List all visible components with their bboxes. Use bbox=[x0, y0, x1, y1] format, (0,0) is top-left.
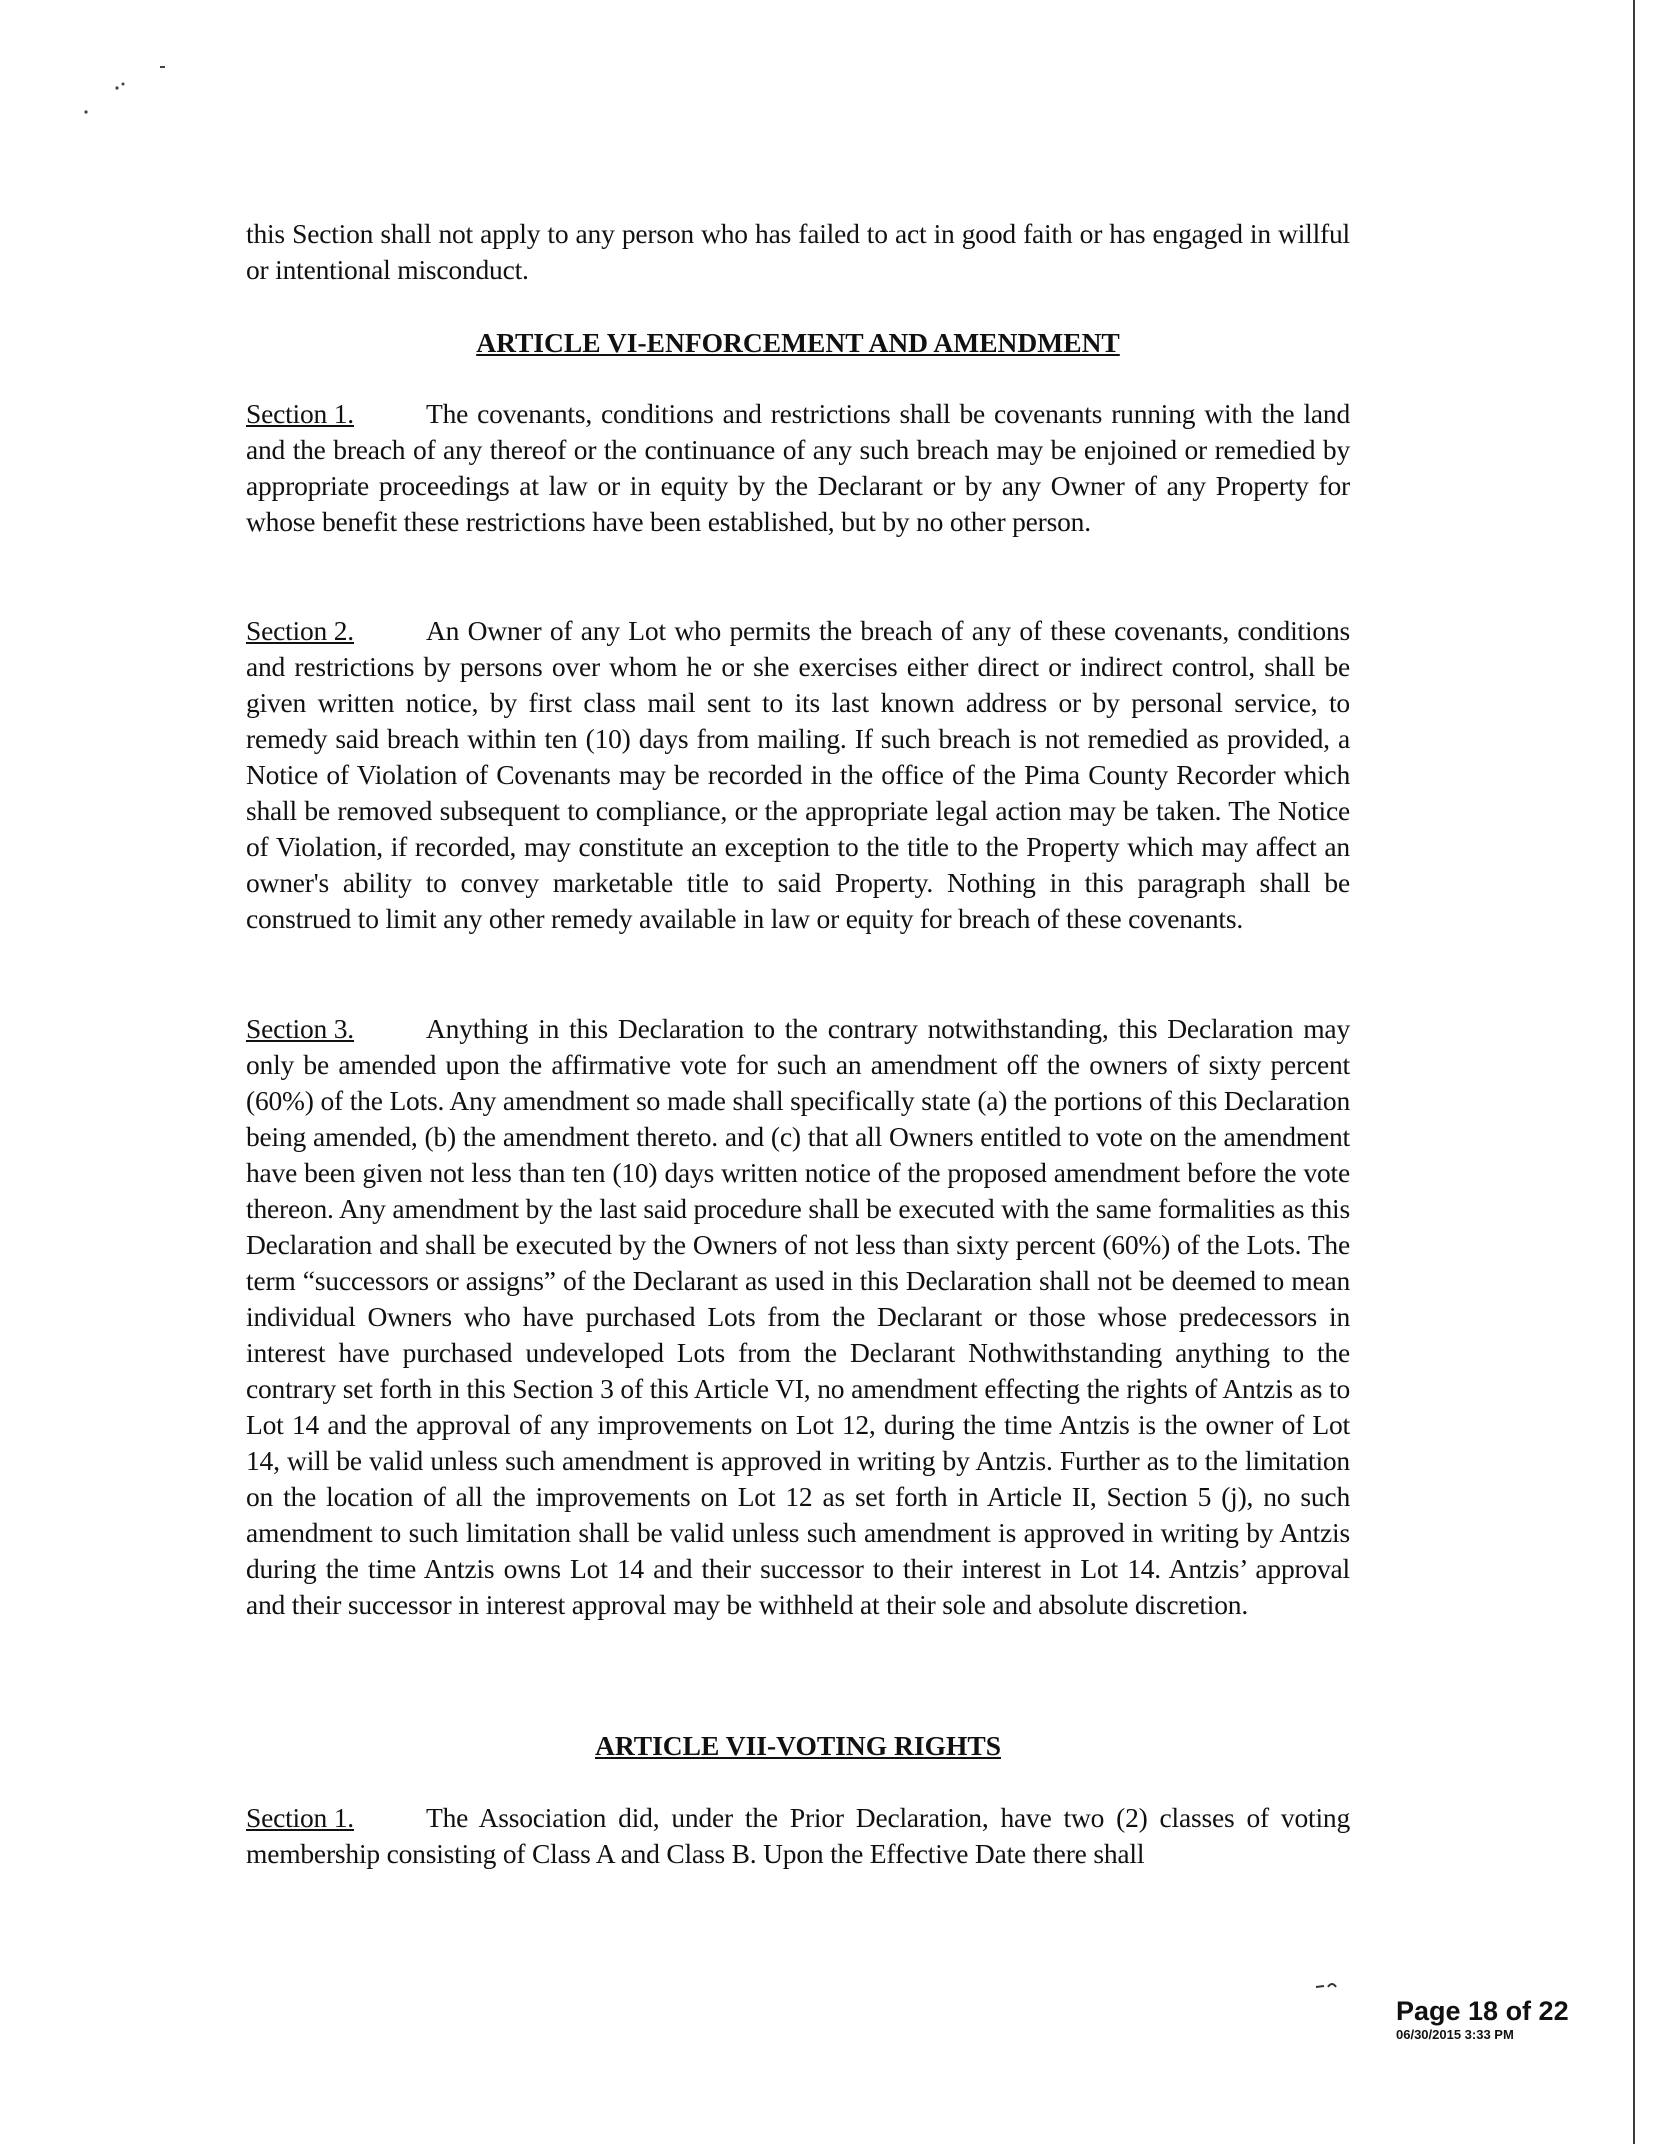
scan-specks bbox=[80, 62, 180, 122]
page-stamp bbox=[1396, 1995, 1569, 2043]
section-text: An Owner of any Lot who permits the breach of any of these covenants, conditions and restrictions by persons over whom he or she exercises either direct or indirect control, shall be given written notice, by first class mail sent to its last known address or by personal service, to remedy said breach within ten (10) days from mailing. If such breach is not remedied as provided, a Notice of Violation of Covenants may be recorded in the office of the Pima County Recorder which shall be removed subsequent to compliance, or the appropriate legal action may be taken. The Notice of Violation, if recorded, may constitute an exception to the title to the Property which may affect an owner's ability to convey marketable title to said Property. Nothing in this paragraph shall be construed to limit any other remedy available in law or equity for breach of these covenants. bbox=[246, 615, 1350, 934]
handwritten-mark bbox=[1314, 1978, 1344, 1990]
section-text: The covenants, conditions and restrictions shall be covenants running with the land and the breach of any thereof or the continuance of any such breach may be enjoined or remedied by appropriate proceedings at law or in equity by the Declarant or by any Owner of any Property for whose benefit these restrictions have been established, but by no other person. bbox=[246, 398, 1350, 537]
article-vii-section-1 bbox=[246, 1800, 1350, 1872]
section-text: The Association did, under the Prior Declaration, have two (2) classes of voting membership consisting of Class A and Class B. Upon the Effective Date there shall bbox=[246, 1802, 1350, 1869]
section-text: Anything in this Declaration to the contrary notwithstanding, this Declaration may only be amended upon the affirmative vote for such an amendment off the owners of sixty percent (60%) of the Lots. Any amendment so made shall specifically state (a) the portions of this Declaration being amended, (b) the amendment thereto. and (c) that all Owners entitled to vote on the amendment have been given not less than ten (10) days written notice of the proposed amendment before the vote thereon. Any amendment by the last said procedure shall be executed with the same formalities as this Declaration and shall be executed by the Owners of not less than sixty percent (60%) of the Lots. The term “successors or assigns” of the Declarant as used in this Declaration shall not be deemed to mean individual Owners who have purchased Lots from the Declarant or those whose predecessors in interest have purchased undeveloped Lots from the Declarant Nothwithstanding anything to the contrary set forth in this Section 3 of this Article VI, no amendment effecting the rights of Antzis as to Lot 14 and the approval of any improvements on Lot 12, during the time Antzis is the owner of Lot 14, will be valid unless such amendment is approved in writing by Antzis. Further as to the limitation on the location of all the improvements on Lot 12 as set forth in Article II, Section 5 (j), no such amendment to such limitation shall be valid unless such amendment is approved in writing by Antzis during the time Antzis owns Lot 14 and their successor to their interest in Lot 14. Antzis’ approval and their successor in interest approval may be withheld at their sole and absolute discretion. bbox=[246, 1013, 1350, 1620]
article-vi-heading: ARTICLE VI-ENFORCEMENT AND AMENDMENT bbox=[476, 327, 1120, 358]
article-vi-section-3 bbox=[246, 1011, 1350, 1623]
section-label: Section 1. bbox=[246, 398, 354, 429]
page-edge-line bbox=[1633, 0, 1635, 2144]
section-label: Section 1. bbox=[246, 1802, 354, 1833]
section-label: Section 2. bbox=[246, 615, 354, 646]
intro-text: this Section shall not apply to any person who has failed to act in good faith or has engaged in willful or intentional misconduct. bbox=[246, 218, 1350, 285]
article-vii-heading: ARTICLE VII-VOTING RIGHTS bbox=[595, 1730, 1001, 1761]
page-number: Page 18 of 22 bbox=[1396, 1996, 1569, 2026]
section-label: Section 3. bbox=[246, 1013, 354, 1044]
intro-paragraph bbox=[246, 216, 1350, 288]
print-timestamp: 06/30/2015 3:33 PM bbox=[1396, 2027, 1514, 2042]
article-vi-section-1 bbox=[246, 396, 1350, 540]
article-vi-section-2 bbox=[246, 613, 1350, 937]
